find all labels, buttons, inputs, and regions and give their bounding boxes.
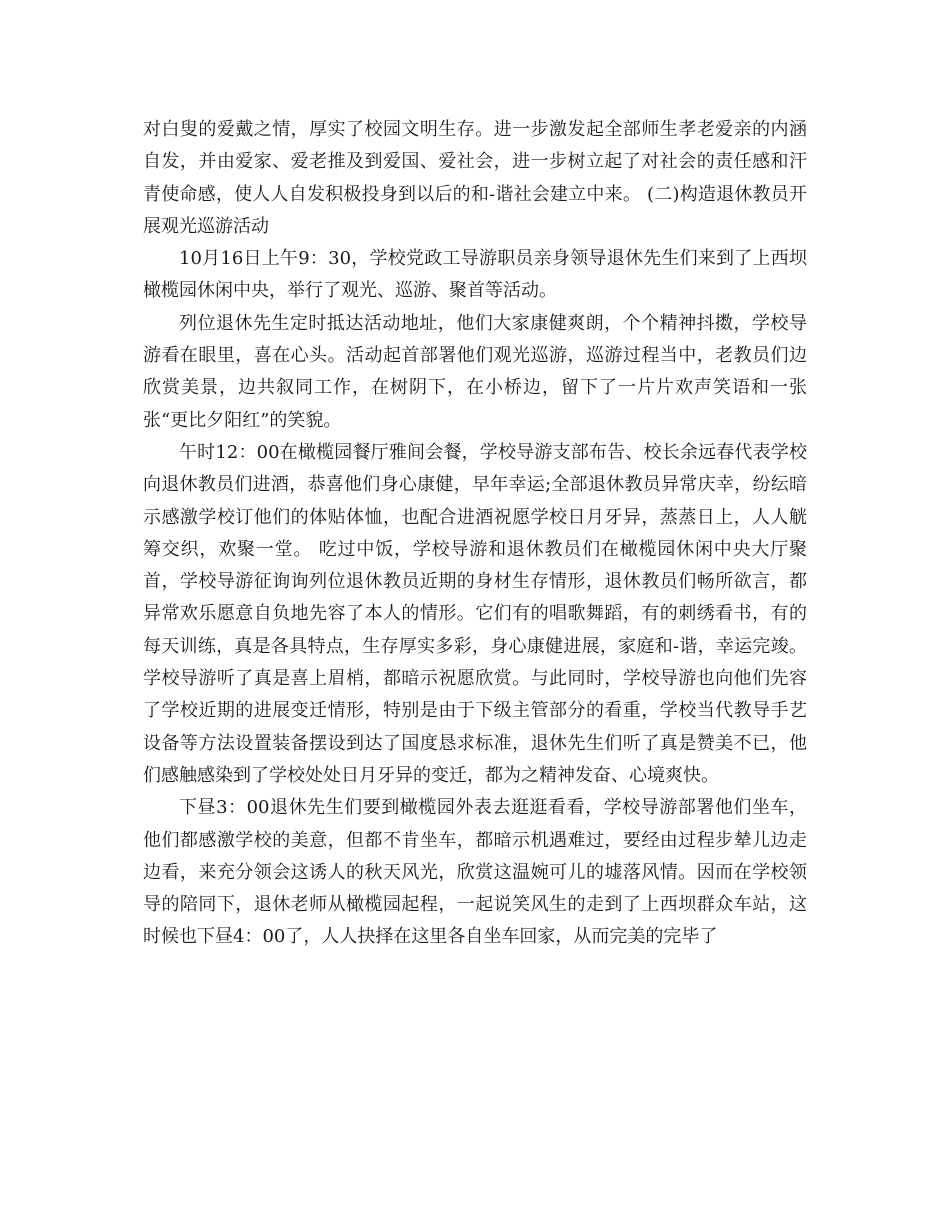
paragraph-arrival: 列位退休先生定时抵达活动地址，他们大家康健爽朗，个个精神抖擞，学校导游看在眼里，喜在心头。活动起首部署他们观光巡游，巡游过程当中，老教员们边欣赏美景，边共叙同工作，在树阴下，在小桥边，留下了一片片欢声笑语和一张张“更比夕阳红”的笑貌。 (143, 312, 807, 431)
paragraph-afternoon: 下昼3：00退休先生们要到橄榄园外表去逛逛看看，学校导游部署他们坐车，他们都感激学校的美意，但都不肯坐车，都暗示机遇难过，要经由过程步辇儿边走边看，来充分领会这诱人的秋天风光，欣赏这温婉可儿的墟落风情。因而在学校领导的陪同下，退休老师从橄榄园起程，一起说笑风生的走到了上西坝群众车站，这时候也下昼4：00了，人人抉择在这里各自坐车回家，从而完美的完毕了 (143, 797, 807, 948)
paragraph-continued: 对白叟的爱戴之情，厚实了校园文明生存。进一步激发起全部师生孝老爱亲的内涵自发，并由爱家、爱老推及到爱国、爱社会，进一步树立起了对社会的责任感和汗青使命感，使人人自发积极投身到以后的和-谐社会建立中来。 (二)构造退休教员开展观光巡游活动 (143, 119, 807, 237)
paragraph-lunch: 午时12：00在橄榄园餐厅雅间会餐，学校导游支部布告、校长余远春代表学校向退休教员们进酒，恭喜他们身心康健，早年幸运;全部退休教员异常庆幸，纷纭暗示感激学校订他们的体贴体恤，也配合进酒祝愿学校日月牙异，蒸蒸日上，人人觥筹交织，欢聚一堂。 吃过中饭，学校导游和退休教员们在橄榄园休闲中央大厅聚首，学校导游征询询列位退休教员近期的身材生存情形，退休教员们畅所欲言，都异常欢乐愿意自负地先容了本人的情形。它们有的唱歌舞蹈，有的刺绣看书，有的每天训练，真是各具特点，生存厚实多彩，身心康健进展，家庭和-谐，幸运完竣。学校导游听了真是喜上眉梢，都暗示祝愿欣赏。与此同时，学校导游也向他们先容了学校近期的进展变迁情形，特别是由于下级主管部分的看重，学校当代教导手艺设备等方法设置装备摆设到达了国度恳求标准，退休先生们听了真是赞美不已，他们感触感染到了学校处处日月牙异的变迁，都为之精神发奋、心境爽快。 (143, 441, 807, 786)
paragraph-outing-intro: 10月16日上午9：30，学校党政工导游职员亲身领导退休先生们来到了上西坝橄榄园休闲中央，举行了观光、巡游、聚首等活动。 (143, 248, 807, 302)
document-body (143, 114, 807, 954)
